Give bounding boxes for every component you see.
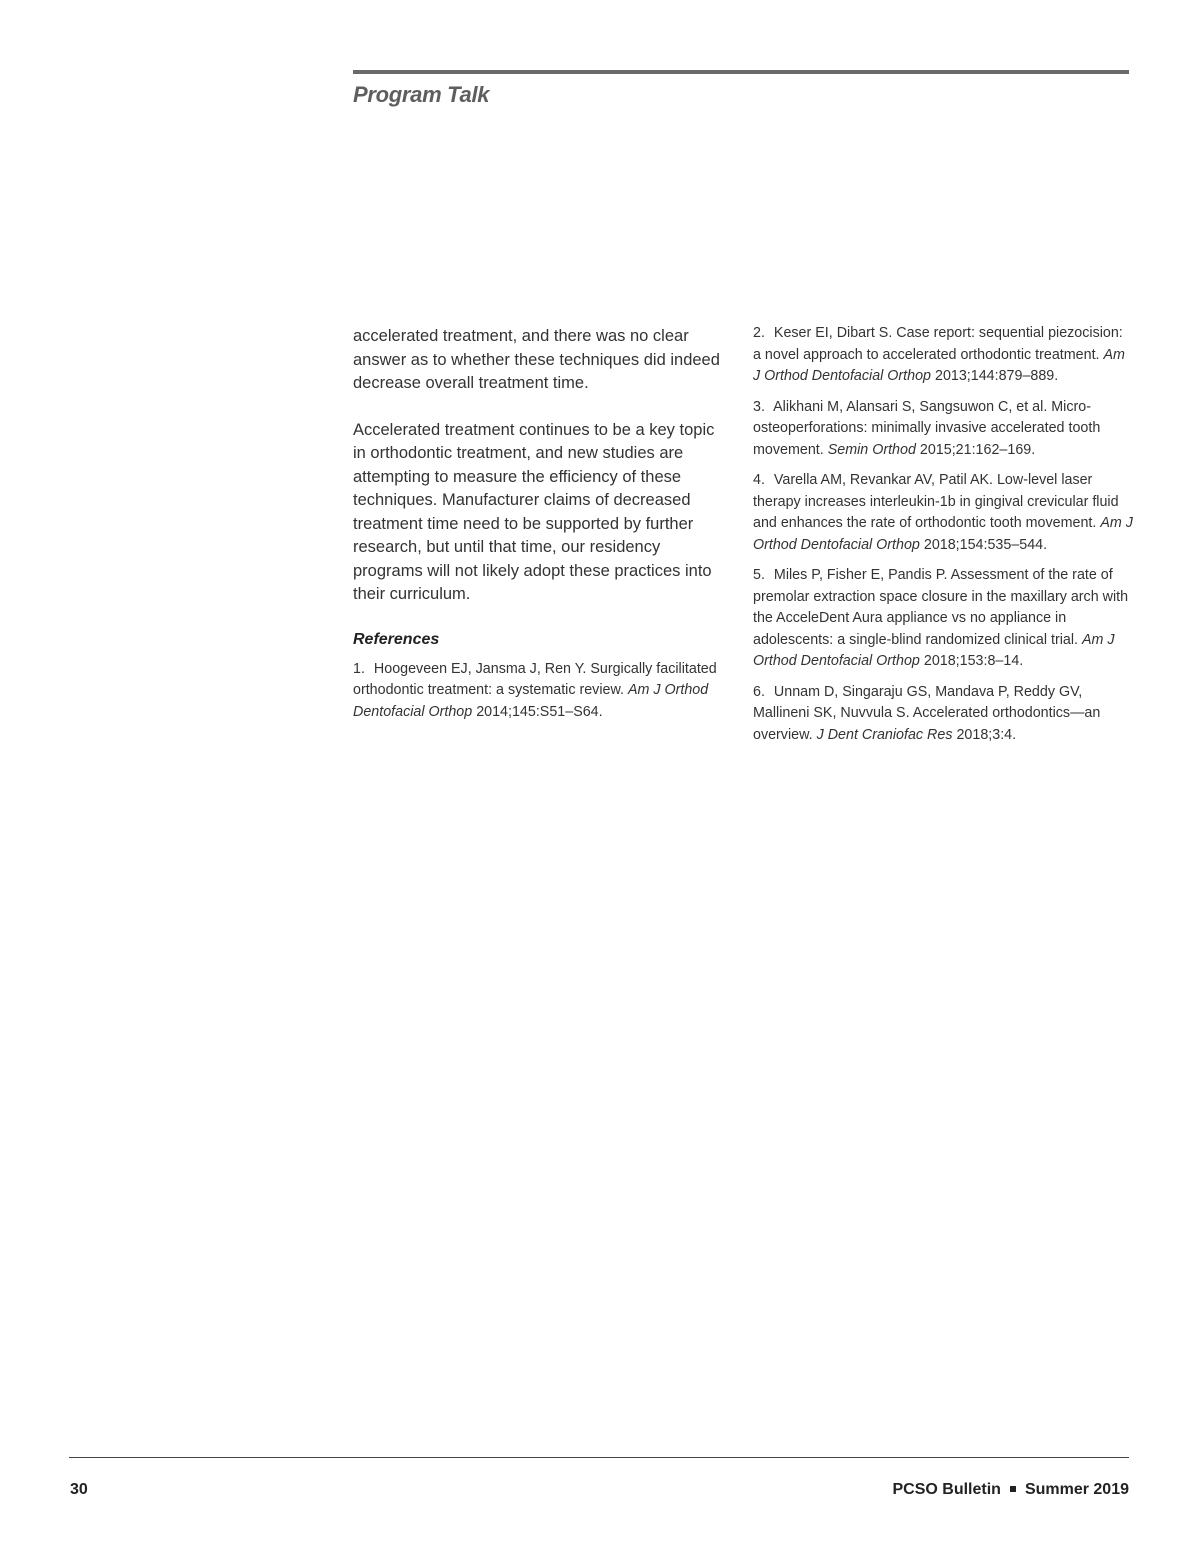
reference-number: 4.	[753, 472, 765, 488]
footer-rule	[69, 1457, 1129, 1458]
page-number: 30	[70, 1481, 88, 1498]
right-column	[753, 323, 1133, 755]
reference-number: 6.	[753, 683, 765, 700]
reference-text: Varella AM, Revankar AV, Patil AK. Low-level laser therapy increases interleukin-1b in gingival crevicular fluid and enhances the rate of orthodontic tooth movement.	[753, 472, 1119, 531]
left-column	[353, 325, 731, 732]
body-paragraph: accelerated treatment, and there was no clear answer as to whether these techniques did indeed decrease overall treatment time.	[353, 327, 720, 392]
reference-text: Keser EI, Dibart S. Case report: sequential piezocision: a novel approach to accelerated orthodontic treatment.	[753, 325, 1123, 363]
reference-citation: 2015;21:162–169.	[919, 441, 1036, 458]
reference-number: 1.	[353, 660, 365, 677]
reference-citation: 2018;153:8–14.	[923, 653, 1024, 669]
reference-journal: Am J Orthod Dentofacial Orthop	[753, 346, 1125, 384]
reference-item-1	[353, 659, 731, 724]
section-title: Program Talk	[353, 82, 490, 107]
body-paragraph: Accelerated treatment continues to be a key topic in orthodontic treatment, and new studies are attempting to measure the efficiency of these techniques. Manufacturer claims of decreased treatment time need to be supported by further research, but until that time, our residency programs will not likely adopt these practices into their curriculum.	[353, 420, 715, 603]
reference-item-5	[753, 565, 1133, 673]
reference-citation: 2018;154:535–544.	[923, 536, 1048, 553]
reference-number: 5.	[753, 567, 765, 583]
reference-citation: 2013;144:879–889.	[935, 368, 1059, 384]
reference-text: Alikhani M, Alansari S, Sangsuwon C, et al. Micro-osteoperforations: minimally invasive accelerated tooth movement.	[753, 398, 1101, 458]
reference-journal: J Dent Craniofac Res	[816, 726, 953, 743]
reference-item-4	[753, 470, 1133, 556]
reference-journal: Am J Orthod Dentofacial Orthop	[753, 631, 1115, 669]
reference-number: 2.	[753, 325, 765, 341]
reference-journal: Semin Orthod	[827, 441, 916, 458]
square-bullet-icon	[1010, 1486, 1016, 1492]
reference-journal: Am J Orthod Dentofacial Orthop	[753, 515, 1133, 553]
reference-citation: 2018;3:4.	[956, 726, 1017, 743]
footer-publication-info	[892, 1481, 1129, 1499]
reference-text: Unnam D, Singaraju GS, Mandava P, Reddy GV, Mallineni SK, Nuvvula S. Accelerated orthodontics—an overview.	[753, 683, 1101, 743]
reference-item-2	[753, 323, 1133, 388]
reference-citation: 2014;145:S51–S64.	[476, 703, 603, 720]
reference-text: Miles P, Fisher E, Pandis P. Assessment of the rate of premolar extraction space closure in the maxillary arch with the AcceleDent Aura appliance vs no appliance in adolescents: a single-blind randomized clinical trial.	[753, 567, 1129, 648]
references-heading: References	[353, 630, 440, 648]
issue-date: Summer 2019	[1024, 1481, 1129, 1498]
reference-number: 3.	[753, 398, 765, 415]
reference-text: Hoogeveen EJ, Jansma J, Ren Y. Surgically facilitated orthodontic treatment: a systematic review.	[353, 660, 717, 698]
reference-item-3	[753, 397, 1133, 462]
header-rule	[353, 70, 1129, 74]
reference-journal: Am J Orthod Dentofacial Orthop	[353, 682, 709, 720]
reference-item-6	[753, 682, 1133, 747]
publication-name: PCSO Bulletin	[892, 1481, 1001, 1498]
